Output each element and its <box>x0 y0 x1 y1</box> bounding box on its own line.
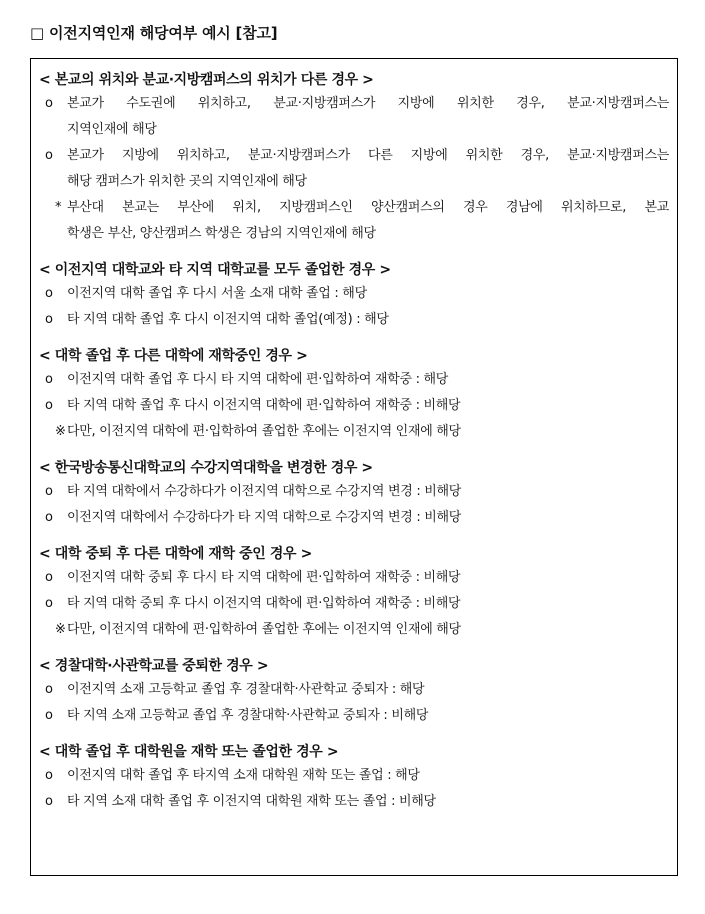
case-section <box>39 655 669 729</box>
circle-bullet: o <box>45 682 53 697</box>
section-title: < 대학 졸업 후 대학원을 재학 또는 졸업한 경우 > <box>39 744 339 760</box>
section-title: < 한국방송통신대학교의 수강지역대학을 변경한 경우 > <box>39 460 373 476</box>
item-text-line: 이전지역 소재 고등학교 졸업 후 경찰대학·사관학교 중퇴자 : 해당 <box>67 682 425 697</box>
circle-bullet: o <box>45 794 53 809</box>
item-text-line: 타 지역 대학 졸업 후 다시 이전지역 대학 졸업(예정) : 해당 <box>67 312 389 327</box>
section-title: < 경찰대학·사관학교를 중퇴한 경우 > <box>39 658 269 674</box>
case-section <box>39 457 669 531</box>
circle-bullet: o <box>45 398 53 413</box>
example-item <box>39 763 669 789</box>
document-heading: □ 이전지역인재 해당여부 예시 [참고] <box>30 24 278 42</box>
circle-bullet: o <box>45 96 53 111</box>
example-item <box>39 789 669 815</box>
section-title: < 대학 중퇴 후 다른 대학에 재학 중인 경우 > <box>39 546 312 562</box>
example-item <box>39 143 669 195</box>
item-text-line: 타 지역 대학 중퇴 후 다시 이전지역 대학에 편·입학하여 재학중 : 비해당 <box>67 596 461 611</box>
note-marker: ※ <box>55 622 66 637</box>
example-item <box>39 565 669 591</box>
item-text-line: 다만, 이전지역 대학에 편·입학하여 졸업한 후에는 이전지역 인재에 해당 <box>67 622 461 637</box>
item-text-line: 타 지역 소재 고등학교 졸업 후 경찰대학·사관학교 중퇴자 : 비해당 <box>67 708 429 723</box>
item-text-line: 타 지역 대학 졸업 후 다시 이전지역 대학에 편·입학하여 재학중 : 비해당 <box>67 398 461 413</box>
circle-bullet: o <box>45 484 53 499</box>
item-text-line: 학생은 부산, 양산캠퍼스 학생은 경남의 지역인재에 해당 <box>67 226 376 241</box>
case-section <box>39 69 669 247</box>
example-item <box>39 677 669 703</box>
section-title: < 본교의 위치와 분교·지방캠퍼스의 위치가 다른 경우 > <box>39 72 374 88</box>
item-text-line: 지역인재에 해당 <box>67 122 157 137</box>
example-item <box>39 91 669 143</box>
circle-bullet: o <box>45 768 53 783</box>
circle-bullet: o <box>45 312 53 327</box>
example-item <box>39 307 669 333</box>
example-item <box>39 703 669 729</box>
item-text-line: 부산대 본교는 부산에 위치, 지방캠퍼스인 양산캠퍼스의 경우 경남에 위치하므로, 본교 <box>67 200 669 215</box>
example-item <box>39 591 669 617</box>
circle-bullet: o <box>45 510 53 525</box>
circle-bullet: o <box>45 148 53 163</box>
item-text-line: 이전지역 대학 중퇴 후 다시 타 지역 대학에 편·입학하여 재학중 : 비해당 <box>67 570 461 585</box>
example-item <box>39 479 669 505</box>
section-title: < 이전지역 대학교와 타 지역 대학교를 모두 졸업한 경우 > <box>39 262 391 278</box>
example-item <box>39 393 669 419</box>
item-text-line: 타 지역 대학에서 수강하다가 이전지역 대학으로 수강지역 변경 : 비해당 <box>67 484 462 499</box>
item-text-line: 다만, 이전지역 대학에 편·입학하여 졸업한 후에는 이전지역 인재에 해당 <box>67 424 461 439</box>
note-item <box>39 419 669 445</box>
circle-bullet: o <box>45 708 53 723</box>
examples-box <box>30 58 678 876</box>
case-section <box>39 259 669 333</box>
note-item <box>39 617 669 643</box>
section-title: < 대학 졸업 후 다른 대학에 재학중인 경우 > <box>39 348 308 364</box>
item-text-line: 이전지역 대학 졸업 후 타지역 소재 대학원 재학 또는 졸업 : 해당 <box>67 768 420 783</box>
item-text-line: 이전지역 대학 졸업 후 다시 타 지역 대학에 편·입학하여 재학중 : 해당 <box>67 372 449 387</box>
circle-bullet: o <box>45 286 53 301</box>
item-text-line: 본교가 지방에 위치하고, 분교·지방캠퍼스가 다른 지방에 위치한 경우, 분교·지방캠퍼스는 <box>67 148 669 163</box>
note-marker: ※ <box>55 424 66 439</box>
circle-bullet: o <box>45 372 53 387</box>
example-item <box>39 367 669 393</box>
example-item <box>39 505 669 531</box>
item-text-line: 이전지역 대학에서 수강하다가 타 지역 대학으로 수강지역 변경 : 비해당 <box>67 510 462 525</box>
circle-bullet: o <box>45 596 53 611</box>
item-text-line: 본교가 수도권에 위치하고, 분교·지방캠퍼스가 지방에 위치한 경우, 분교·지방캠퍼스는 <box>67 96 669 111</box>
circle-bullet: o <box>45 570 53 585</box>
note-item <box>39 195 669 247</box>
item-text-line: 해당 캠퍼스가 위치한 곳의 지역인재에 해당 <box>67 174 307 189</box>
note-marker: * <box>55 200 62 215</box>
case-section <box>39 741 669 815</box>
item-text-line: 타 지역 소재 대학 졸업 후 이전지역 대학원 재학 또는 졸업 : 비해당 <box>67 794 436 809</box>
example-item <box>39 281 669 307</box>
item-text-line: 이전지역 대학 졸업 후 다시 서울 소재 대학 졸업 : 해당 <box>67 286 367 301</box>
case-section <box>39 543 669 643</box>
case-section <box>39 345 669 445</box>
